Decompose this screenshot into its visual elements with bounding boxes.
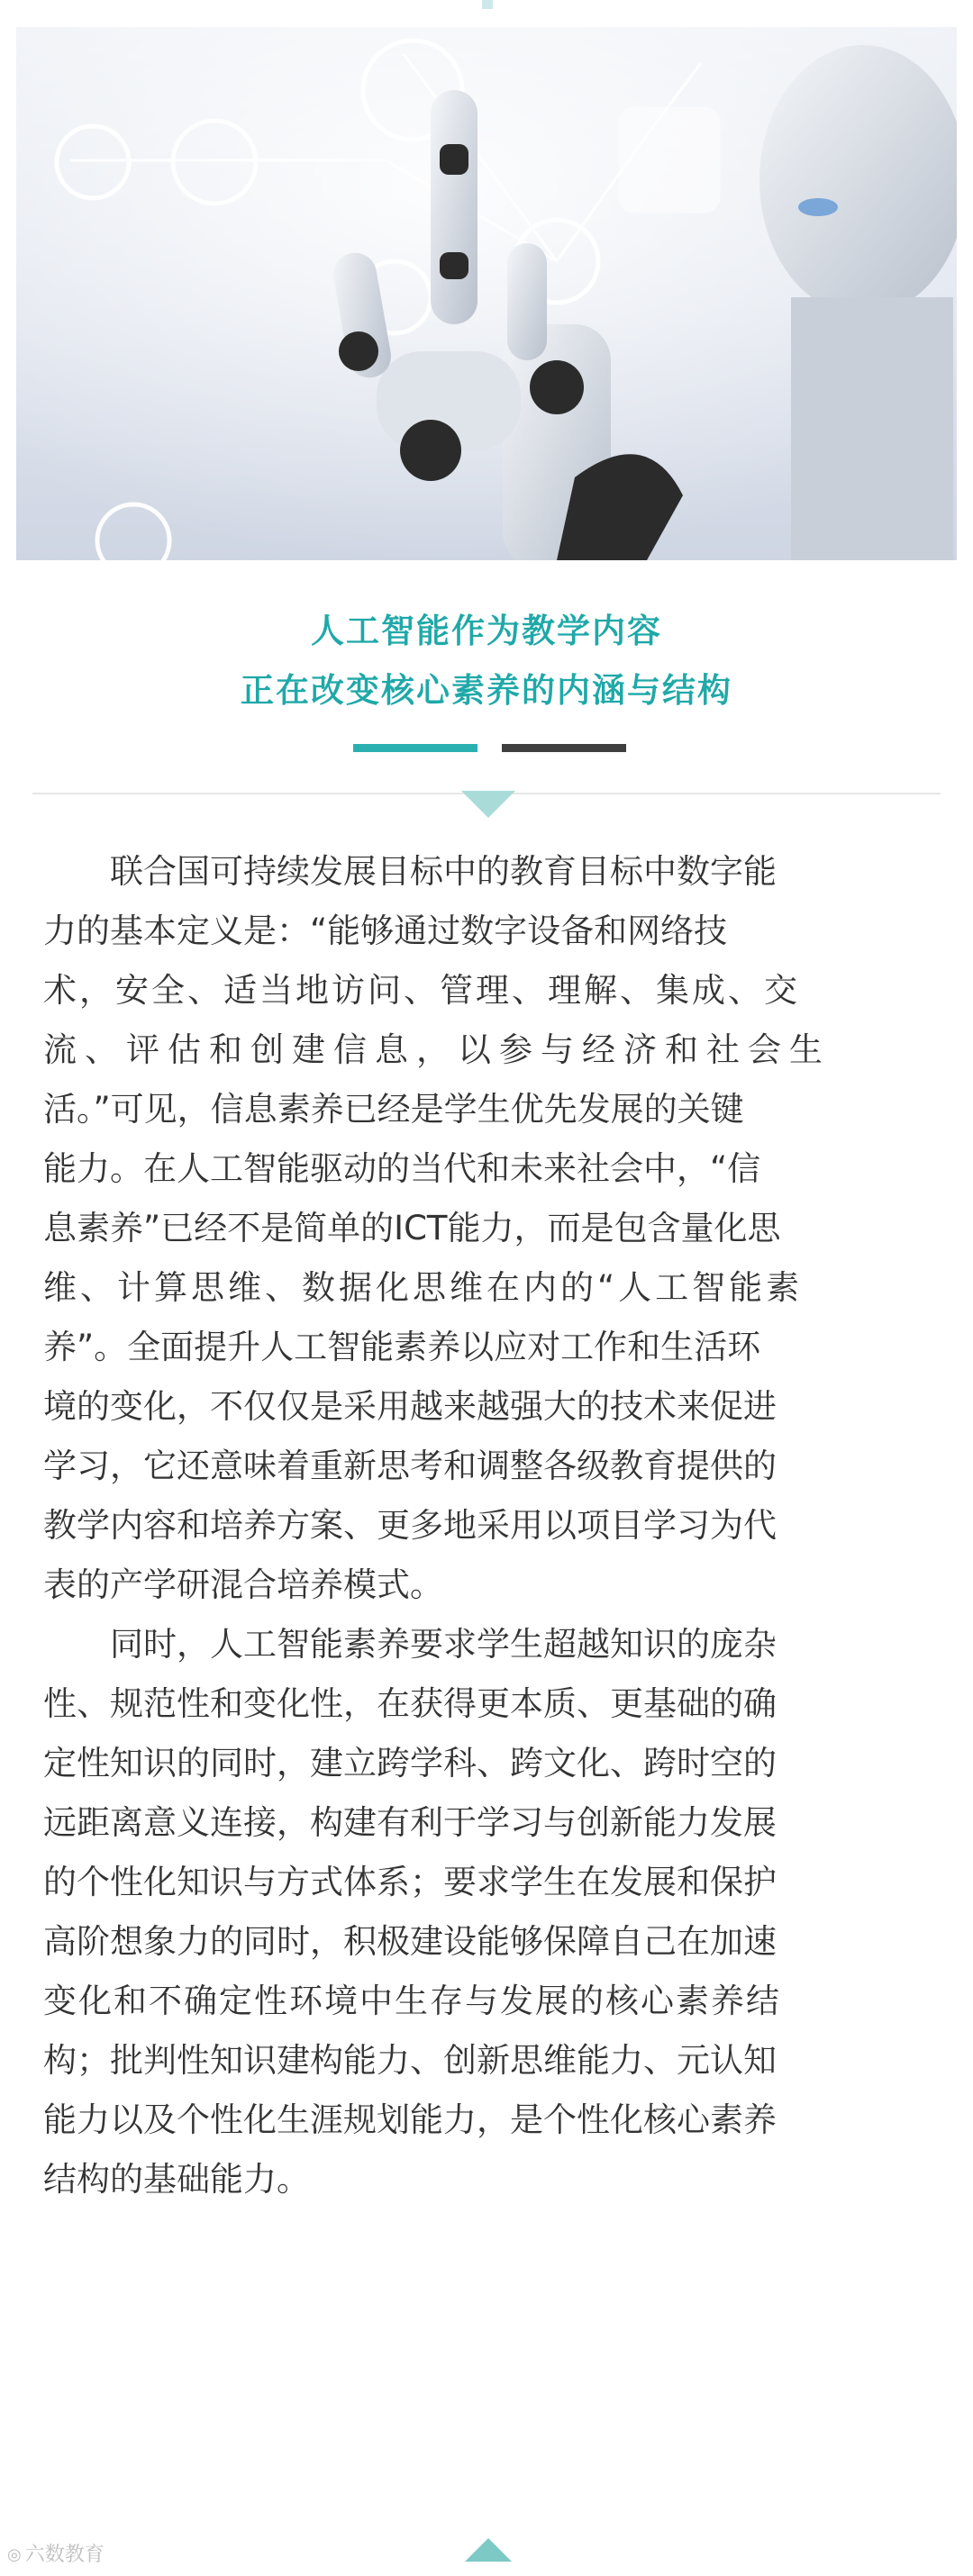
text-line: 学习，它还意味着重新思考和调整各级教育提供的 — [43, 1447, 777, 1485]
text-line: 流、评估和创建信息，以参与经济和社会生 — [43, 1030, 831, 1069]
text-line: 远距离意义连接，构建有利于学习与创新能力发展 — [43, 1803, 777, 1842]
heading-line-2: 正在改变核心素养的内涵与结构 — [241, 671, 732, 710]
hero-image — [16, 27, 957, 560]
robot-hand-illustration — [16, 27, 957, 560]
watermark — [7, 2542, 105, 2569]
text-line: 定性知识的同时，建立跨学科、跨文化、跨时空的 — [43, 1744, 777, 1782]
heading-underline-dark — [502, 744, 626, 752]
article-body — [43, 842, 935, 2209]
paragraph-2 — [43, 1615, 935, 2209]
chevron-down-icon — [461, 791, 515, 818]
text-line: 同时，人工智能素养要求学生超越知识的庞杂 — [110, 1625, 777, 1664]
text-line: 力的基本定义是：“能够通过数字设备和网络技 — [43, 912, 728, 950]
text-line: 的个性化知识与方式体系；要求学生在发展和保护 — [43, 1863, 777, 1901]
text-line: 活。”可见，信息素养已经是学生优先发展的关键 — [43, 1090, 744, 1129]
text-line: 性、规范性和变化性，在获得更本质、更基础的确 — [43, 1684, 777, 1723]
text-line: 高阶想象力的同时，积极建设能够保障自己在加速 — [43, 1922, 777, 1961]
text-line: 维、计算思维、数据化思维在内的“人工智能素 — [43, 1268, 804, 1307]
text-line: 息素养”已经不是简单的ICT能力，而是包含量化思 — [43, 1209, 781, 1247]
text-line: 联合国可持续发展目标中的教育目标中数字能 — [110, 852, 777, 891]
paragraph-1 — [43, 842, 935, 1615]
text-line: 教学内容和培养方案、更多地采用以项目学习为代 — [43, 1506, 777, 1545]
text-line: 结构的基础能力。 — [43, 2160, 310, 2199]
text-line: 养”。全面提升人工智能素养以应对工作和生活环 — [43, 1328, 761, 1366]
text-line: 境的变化，不仅仅是采用越来越强大的技术来促进 — [43, 1387, 777, 1426]
chevron-up-icon — [465, 2538, 512, 2562]
text-line: 能力。在人工智能驱动的当代和未来社会中，“信 — [43, 1149, 761, 1188]
heading-line-1: 人工智能作为教学内容 — [311, 612, 662, 650]
weibo-logo-icon: ◎ — [7, 2545, 22, 2564]
text-line: 变化和不确定性环境中生存与发展的核心素养结 — [43, 1982, 781, 2020]
text-line: 构；批判性知识建构能力、创新思维能力、元认知 — [43, 2041, 777, 2080]
top-arrow-stub — [482, 0, 493, 9]
section-heading — [0, 602, 973, 721]
text-line: 术，安全、适当地访问、管理、理解、集成、交 — [43, 971, 800, 1010]
text-line: 表的产学研混合培养模式。 — [43, 1565, 443, 1604]
heading-underline-teal — [353, 744, 477, 752]
watermark-text: 六数教育 — [24, 2544, 105, 2566]
text-line: 能力以及个性化生涯规划能力，是个性化核心素养 — [43, 2100, 777, 2139]
